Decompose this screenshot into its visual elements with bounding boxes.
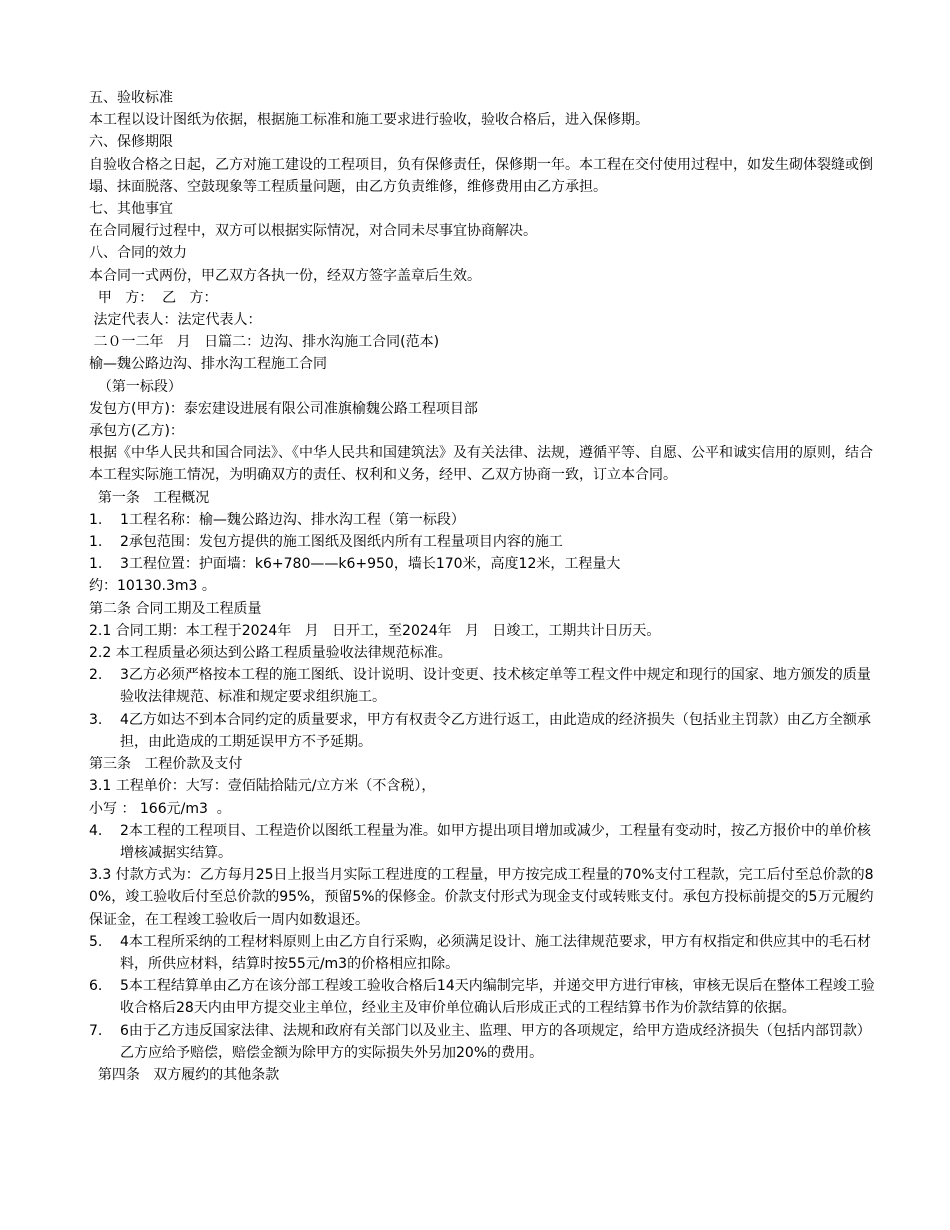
paragraph-text: 3工程位置：护面墙：k6+780——k6+950，墙长170米，高度12米，工程量大 bbox=[120, 556, 621, 573]
text-line: 承包方(乙方)： bbox=[89, 423, 184, 440]
text-line: 本工程以设计图纸为依据，根据施工标准和施工要求进行验收，验收合格后，进入保修期。 bbox=[89, 112, 649, 129]
text-line: 约：10130.3m3 。 bbox=[89, 578, 216, 595]
numbered-paragraph bbox=[89, 509, 880, 531]
text-line: 2.2 本工程质量必须达到公路工程质量验收法律规范标准。 bbox=[89, 645, 452, 662]
paragraph-number: 4. bbox=[89, 822, 103, 839]
text-line: 自验收合格之日起，乙方对施工建设的工程项目，负有保修责任，保修期一年。本工程在交付使用过程中，如发生砌体裂缝或倒塌、抹面脱落、空鼓现象等工程质量问题，由乙方负责维修，维修费用由乙方承担。 bbox=[89, 156, 873, 195]
paragraph-text: 3乙方必须严格按本工程的施工图纸、设计说明、设计变更、技术核定单等工程文件中规定和现行的国家、地方颁发的质量验收法律规范、标准和规定要求组织施工。 bbox=[120, 667, 871, 706]
numbered-paragraph bbox=[89, 531, 880, 553]
paragraph-number: 7. bbox=[89, 1022, 103, 1039]
paragraph-text: 2本工程的工程项目、工程造价以图纸工程量为准。如甲方提出项目增加或减少，工程量有变动时，按乙方报价中的单价核增核减据实结算。 bbox=[120, 822, 871, 861]
numbered-paragraph bbox=[89, 709, 880, 753]
text-line: 第四条 双方履约的其他条款 bbox=[89, 1066, 280, 1083]
text-line: 六、保修期限 bbox=[89, 134, 173, 151]
text-line: 二０一二年 月 日篇二：边沟、排水沟施工合同(范本) bbox=[89, 334, 440, 351]
numbered-paragraph bbox=[89, 1020, 880, 1064]
document-body bbox=[89, 87, 880, 1086]
text-line: 小写 ： 166元/m3 。 bbox=[89, 800, 231, 817]
text-line: 法定代表人：法定代表人： bbox=[89, 312, 262, 329]
paragraph-text: 5本工程结算单由乙方在该分部工程竣工验收合格后14天内编制完毕，并递交甲方进行审核，审核无误后在整体工程竣工验收合格后28天内由甲方提交业主单位，经业主及审价单位确认后形成正式的工程结算书作为价款结算的依据。 bbox=[120, 978, 875, 1017]
paragraph-number: 3. bbox=[89, 711, 103, 728]
text-line: 八、合同的效力 bbox=[89, 245, 187, 262]
numbered-paragraph bbox=[89, 975, 880, 1019]
text-line: 甲 方： 乙 方： bbox=[89, 289, 218, 306]
text-line: 2.1 合同工期：本工程于2024年 月 日开工，至2024年 月 日竣工，工期共计日历天。 bbox=[89, 622, 661, 639]
numbered-paragraph bbox=[89, 664, 880, 708]
text-line: 第一条 工程概况 bbox=[89, 489, 210, 506]
text-line: 3.1 工程单价：大写：壹佰陆拾陆元/立方米（不含税）， bbox=[89, 778, 436, 795]
numbered-paragraph bbox=[89, 820, 880, 864]
paragraph-number: 2. bbox=[89, 667, 103, 684]
paragraph-text: 4乙方如达不到本合同约定的质量要求，甲方有权责令乙方进行返工，由此造成的经济损失（包括业主罚款）由乙方全额承担，由此造成的工期延误甲方不予延期。 bbox=[120, 711, 871, 750]
text-line: 在合同履行过程中，双方可以根据实际情况，对合同未尽事宜协商解决。 bbox=[89, 223, 537, 240]
paragraph-number: 1. bbox=[89, 511, 103, 528]
paragraph-number: 5. bbox=[89, 933, 103, 950]
text-line: 根据《中华人民共和国合同法》、《中华人民共和国建筑法》及有关法律、法规，遵循平等、自愿、公平和诚实信用的原则，结合本工程实际施工情况，为明确双方的责任、权利和义务，经甲、乙双方协商一致，订立本合同。 bbox=[89, 445, 873, 484]
numbered-paragraph bbox=[89, 553, 880, 575]
text-line: 第二条 合同工期及工程质量 bbox=[89, 600, 262, 617]
paragraph-text: 2承包范围：发包方提供的施工图纸及图纸内所有工程量项目内容的施工 bbox=[120, 534, 563, 551]
paragraph-number: 1. bbox=[89, 556, 103, 573]
paragraph-text: 1工程名称：榆—魏公路边沟、排水沟工程（第一标段） bbox=[120, 511, 465, 528]
text-line: 七、其他事宜 bbox=[89, 201, 173, 218]
text-line: 榆—魏公路边沟、排水沟工程施工合同 bbox=[89, 356, 327, 373]
paragraph-text: 4本工程所采纳的工程材料原则上由乙方自行采购，必须满足设计、施工法律规范要求，甲方有权指定和供应其中的毛石材料，所供应材料，结算时按55元/m3的价格相应扣除。 bbox=[120, 933, 871, 972]
text-line: 本合同一式两份，甲乙双方各执一份，经双方签字盖章后生效。 bbox=[89, 267, 481, 284]
paragraph-number: 6. bbox=[89, 978, 103, 995]
text-line: （第一标段） bbox=[89, 378, 182, 395]
paragraph-number: 1. bbox=[89, 534, 103, 551]
text-line: 第三条 工程价款及支付 bbox=[89, 756, 243, 773]
paragraph-text: 6由于乙方违反国家法律、法规和政府有关部门以及业主、监理、甲方的各项规定，给甲方造成经济损失（包括内部罚款）乙方应给予赔偿，赔偿金额为除甲方的实际损失外另加20%的费用。 bbox=[120, 1022, 871, 1061]
text-line: 发包方(甲方)：泰宏建设进展有限公司准旗榆魏公路工程项目部 bbox=[89, 400, 478, 417]
text-line: 五、验收标准 bbox=[89, 90, 173, 106]
text-line: 3.3 付款方式为：乙方每月25日上报当月实际工程进度的工程量，甲方按完成工程量的70%支付工程款，完工后付至总价款的80%，竣工验收后付至总价款的95%，预留5%的保修金。价款支付形式为现金支付或转账支付。承包方投标前提交的5万元履约保证金，在工程竣工验收后一周内如数退还。 bbox=[89, 867, 874, 928]
numbered-paragraph bbox=[89, 931, 880, 975]
